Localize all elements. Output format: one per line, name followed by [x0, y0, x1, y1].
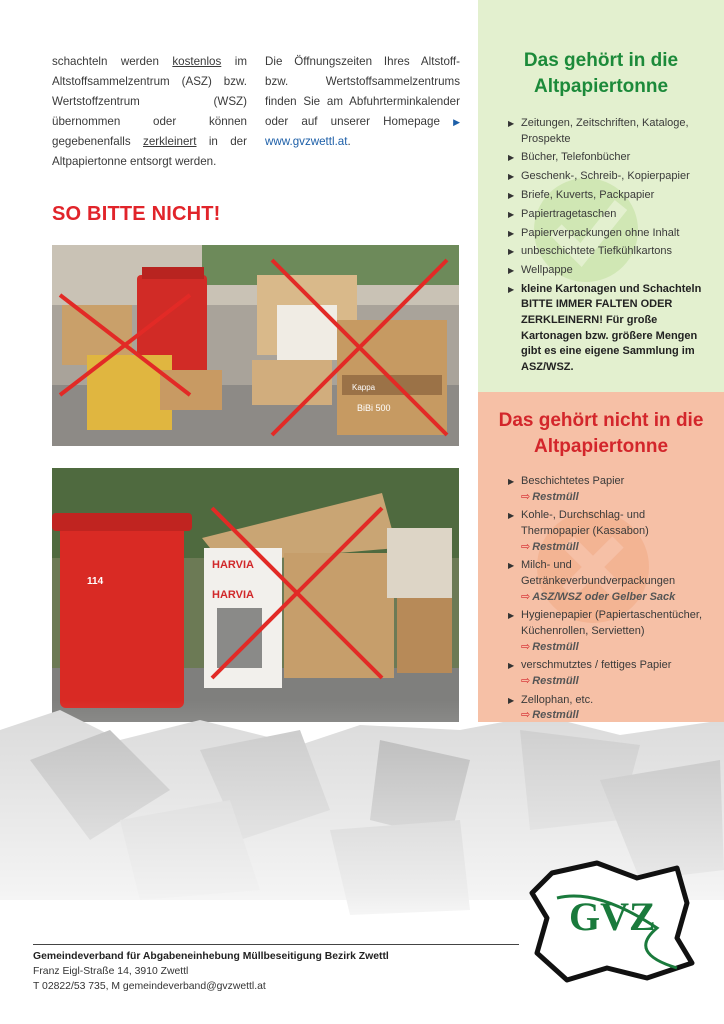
list-item	[508, 282, 714, 376]
list-item-text: Hygienepapier (Papiertaschentücher, Küchenrollen, Servietten)	[521, 609, 703, 637]
list-item-text: kleine Kartonagen und Schachteln BITTE IMMER FALTEN ODER ZERKLEINERN! Für große Kartonagen bzw. größere Mengen gibt es eine eigene Sammlung im ASZ/WSZ.	[521, 282, 702, 373]
bullet-arrow-icon: ▶	[508, 247, 515, 257]
intro-column-right	[265, 52, 460, 152]
link-arrow-icon: ▶	[453, 117, 460, 127]
photo-wrong-disposal-1	[52, 245, 459, 446]
arrow-right-icon: ⇨	[521, 674, 531, 687]
intro-emphasis-kostenlos: kostenlos	[172, 55, 222, 68]
list-item-text: Zeitungen, Zeitschriften, Kataloge, Prospekte	[521, 117, 689, 145]
intro-column-left	[52, 52, 247, 172]
box-brand-text: HARVIA	[212, 559, 254, 571]
list-item	[508, 693, 714, 724]
logo-letters: GVZ	[569, 894, 656, 939]
disposal-alternative	[521, 540, 714, 556]
warning-title: SO BITTE NICHT!	[52, 203, 221, 225]
bullet-arrow-icon: ▶	[508, 119, 515, 128]
list-item	[508, 558, 714, 605]
disposal-alternative-text: Restmüll	[532, 640, 579, 653]
bullet-arrow-icon: ▶	[508, 284, 515, 294]
bullet-arrow-icon: ▶	[508, 172, 515, 182]
allowed-items-title: Das gehört in die Altpapiertonne	[523, 50, 679, 97]
bin-number: 114	[87, 576, 104, 587]
footer-address: Franz Eigl-Straße 14, 3910 Zwettl	[33, 966, 189, 977]
list-item-text: Geschenk-, Schreib-, Kopierpapier	[521, 170, 690, 183]
bullet-arrow-icon: ▶	[508, 477, 515, 486]
arrow-right-icon: ⇨	[521, 709, 531, 722]
disposal-alternative	[521, 674, 714, 690]
intro-text: schachteln werden	[52, 55, 173, 68]
list-item-text: Briefe, Kuverts, Packpapier	[521, 188, 655, 201]
list-item-text: Bücher, Telefonbücher	[521, 151, 631, 164]
list-item	[508, 207, 714, 223]
intro-emphasis-zerkleinert: zerkleinert	[143, 135, 197, 148]
gvz-logo	[527, 858, 697, 993]
list-item	[508, 226, 714, 242]
disposal-alternative-text: Restmüll	[532, 709, 579, 722]
footer-contact: T 02822/53 735, M gemeindeverband@gvzwettl.at	[33, 981, 266, 992]
disposal-alternative	[521, 708, 714, 724]
list-item	[508, 474, 714, 505]
box-print-text: Kappa	[352, 383, 376, 392]
homepage-link[interactable]: www.gvzwettl.at	[265, 135, 348, 148]
bullet-arrow-icon: ▶	[508, 611, 515, 621]
intro-text: im Altstoffsammelzentrum (ASZ) bzw. Wertstoffzentrum (WSZ) übernommen oder können gegebenenfalls	[52, 55, 247, 148]
list-item-text: Milch- und Getränkeverbundverpackungen	[521, 559, 676, 587]
bullet-arrow-icon: ▶	[508, 228, 515, 238]
intro-text: .	[347, 135, 351, 148]
list-item-text: Papierverpackungen ohne Inhalt	[521, 226, 680, 239]
bullet-arrow-icon: ▶	[508, 661, 515, 671]
photo-wrong-disposal-2	[52, 468, 459, 722]
disposal-alternative	[521, 640, 714, 656]
arrow-right-icon: ⇨	[521, 540, 531, 553]
arrow-right-icon: ⇨	[521, 640, 531, 653]
bullet-arrow-icon: ▶	[508, 190, 515, 200]
list-item-text: verschmutztes / fettiges Papier	[521, 659, 672, 672]
footer-divider	[33, 944, 519, 945]
intro-text: in der Altpapiertonne entsorgt werden.	[52, 135, 247, 168]
list-item	[508, 116, 714, 147]
bullet-arrow-icon: ▶	[508, 153, 515, 163]
list-item-text: Kohle-, Durchschlag- und Thermopapier (Kassabon)	[521, 509, 649, 537]
list-item	[508, 244, 714, 260]
list-item	[508, 658, 714, 689]
arrow-right-icon: ⇨	[521, 490, 531, 503]
list-item	[508, 263, 714, 279]
disposal-alternative-text: Restmüll	[532, 674, 579, 687]
list-item	[508, 508, 714, 555]
bullet-arrow-icon: ▶	[508, 266, 515, 276]
disposal-alternative-text: Restmüll	[532, 490, 579, 503]
not-allowed-items-title: Das gehört nicht in die Altpapiertonne	[498, 410, 704, 457]
box-print-text: BiBi 500	[357, 403, 391, 413]
list-item-text: Beschichtetes Papier	[521, 475, 625, 487]
allowed-items-list	[508, 116, 714, 379]
bullet-arrow-icon: ▶	[508, 561, 515, 571]
disposal-alternative-text: Restmüll	[532, 540, 579, 553]
gvz-logo-icon	[527, 858, 697, 988]
list-item-text: Wellpappe	[521, 264, 573, 277]
footer-organization: Gemeindeverband für Abgabeneinhebung Müllbeseitigung Bezirk Zwettl	[33, 951, 389, 962]
disposal-alternative-text: ASZ/WSZ oder Gelber Sack	[532, 590, 676, 603]
box-brand-text: HARVIA	[212, 589, 254, 601]
list-item	[508, 608, 714, 655]
list-item	[508, 150, 714, 166]
bullet-arrow-icon: ▶	[508, 511, 515, 521]
disposal-alternative	[521, 490, 714, 506]
disposal-alternative	[521, 590, 714, 606]
arrow-right-icon: ⇨	[521, 590, 531, 603]
list-item-text: Papiertragetaschen	[521, 207, 617, 220]
not-allowed-items-list	[508, 474, 714, 727]
list-item	[508, 169, 714, 185]
bullet-arrow-icon: ▶	[508, 695, 515, 705]
list-item	[508, 188, 714, 204]
list-item-text: Zellophan, etc.	[521, 693, 594, 706]
list-item-text: unbeschichtete Tiefkühlkartons	[521, 245, 673, 258]
bullet-arrow-icon: ▶	[508, 209, 515, 219]
intro-text: Die Öffnungszeiten Ihres Altstoff- bzw. Wertstoffsammelzentrums finden Sie am Abfuhrterminkalender oder auf unserer Homepage	[265, 55, 460, 128]
